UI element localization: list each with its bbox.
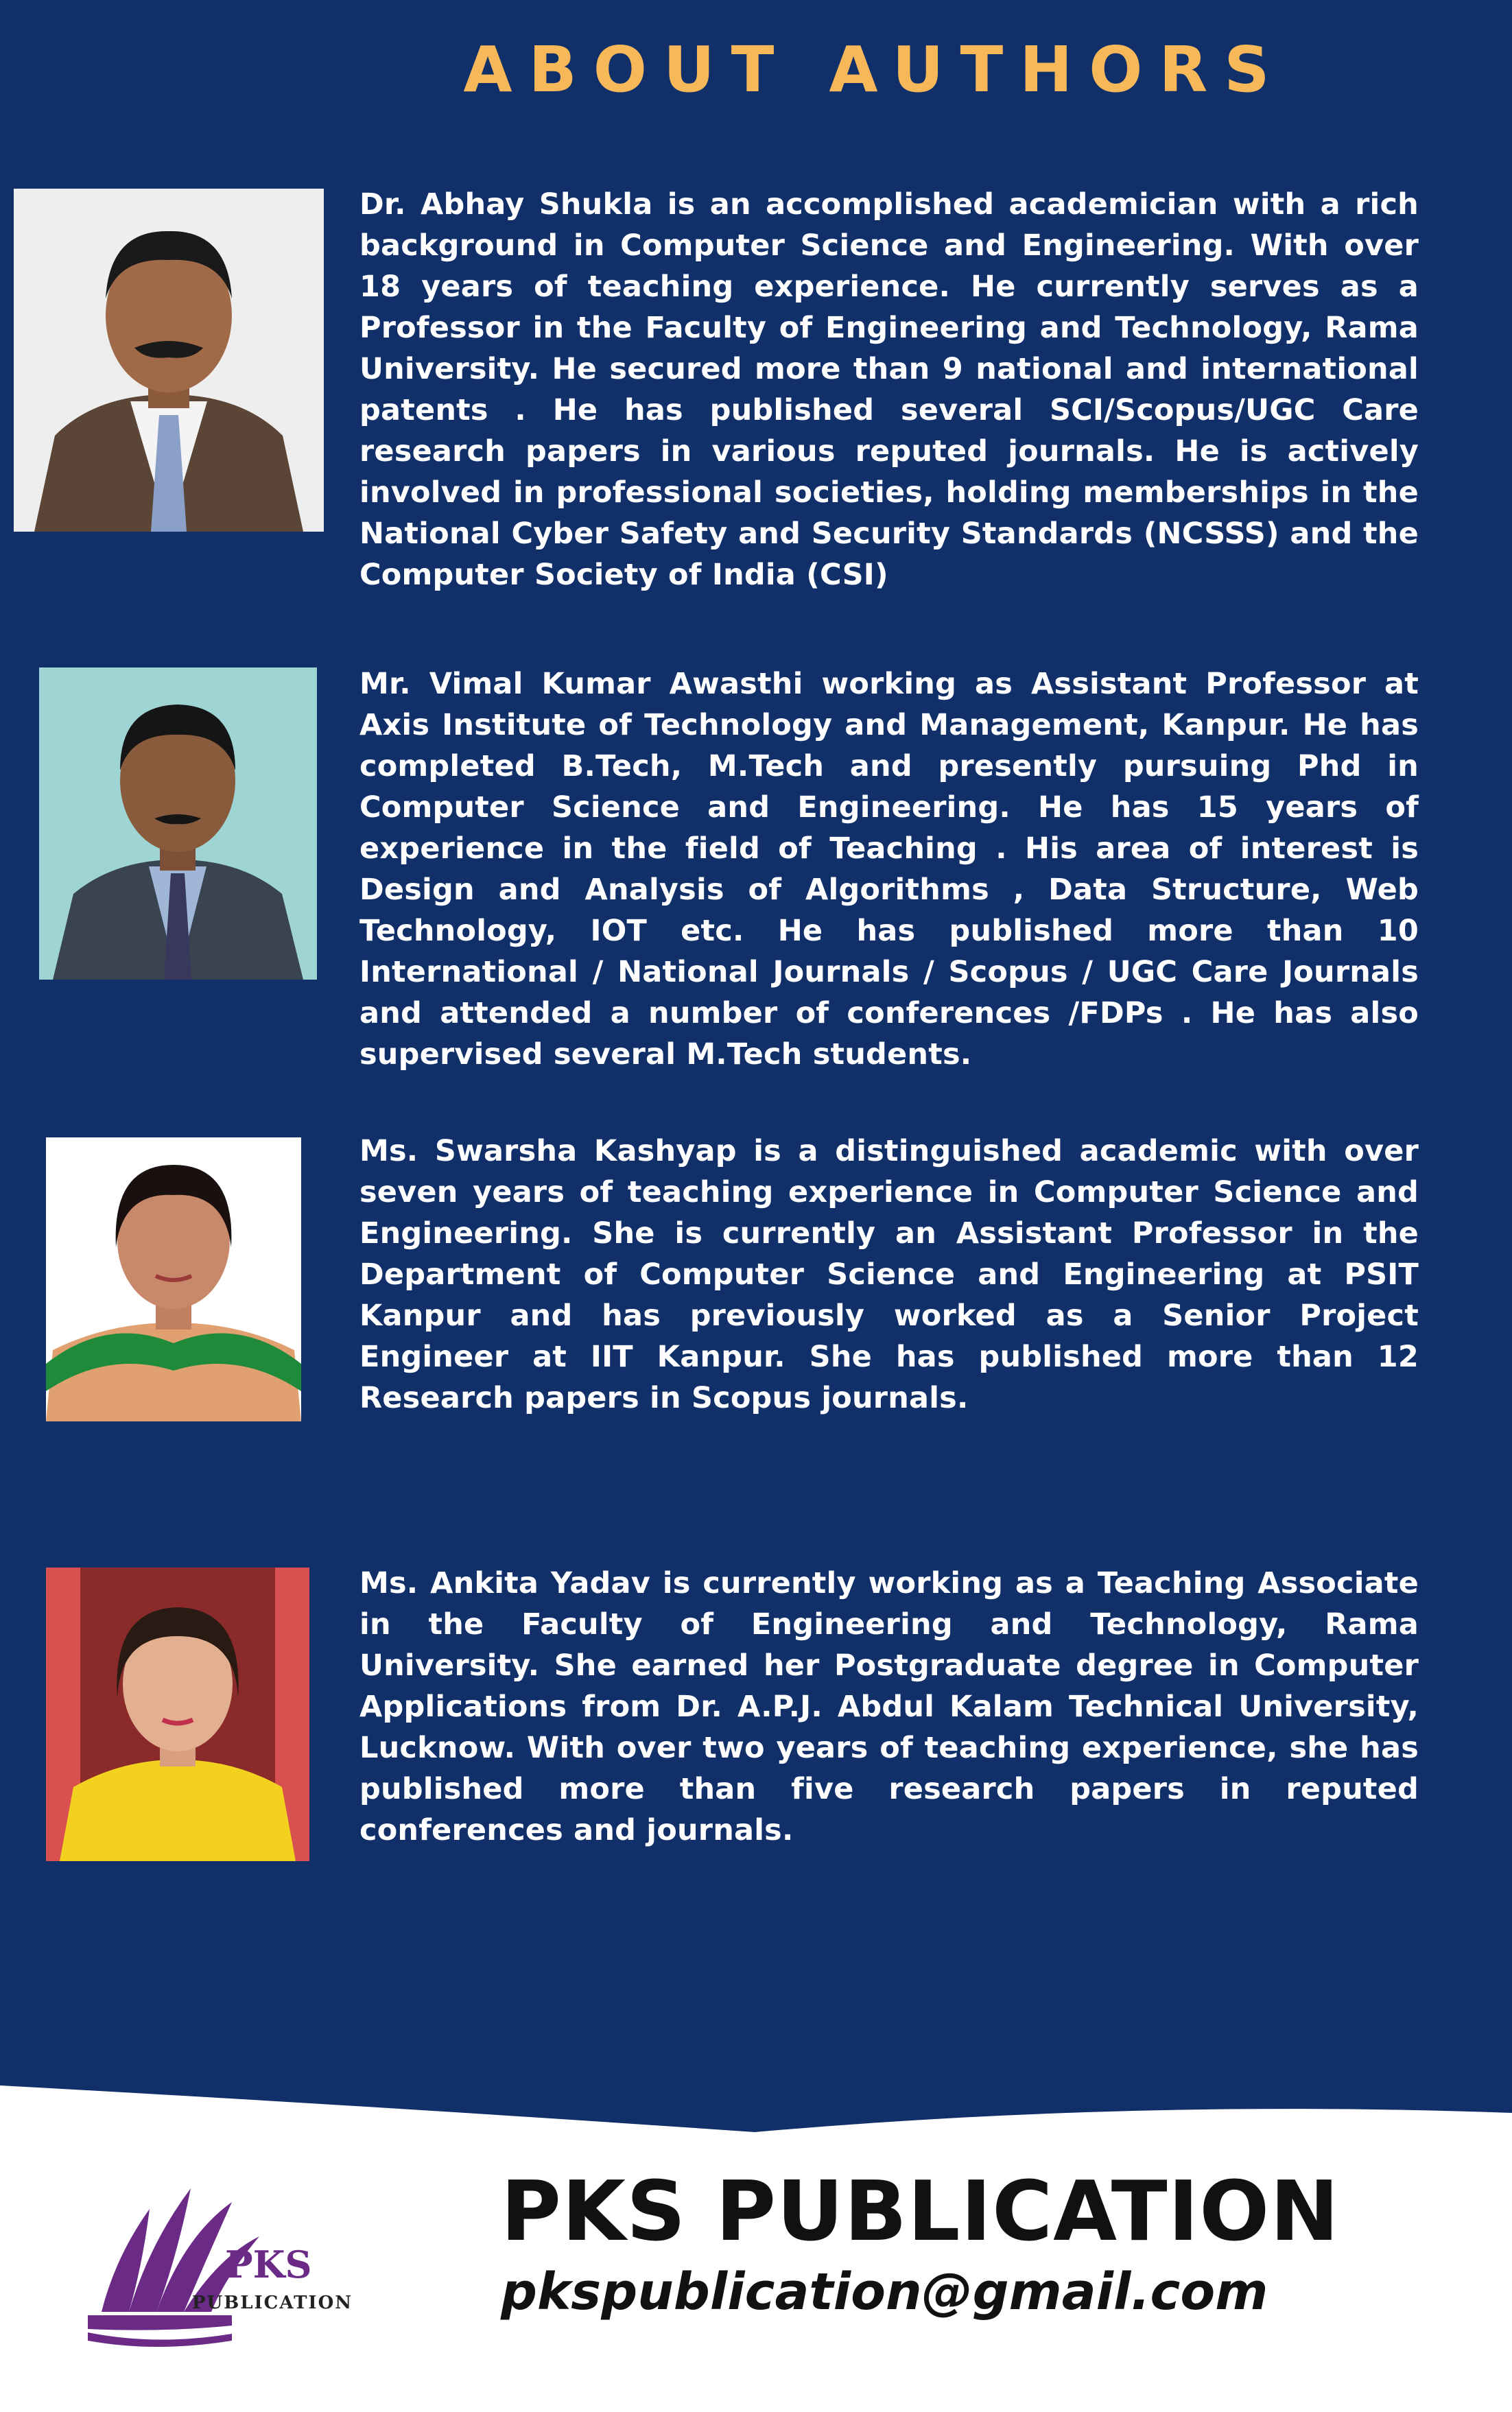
- publisher-name: PKS PUBLICATION: [501, 2164, 1340, 2260]
- author-photo-vimal-kumar-awasthi: [39, 667, 317, 980]
- author-bio-ankita-yadav: Ms. Ankita Yadav is currently working as a Teaching Associate in the Faculty of Engineering and Technology, Rama University. She earned her Postgraduate degree in Computer Applications from Dr. A.P.J. Abdul Kalam Technical University, Lucknow. With over two years of teaching experience, she has published more than five research papers in reputed conferences and journals.: [359, 1566, 1419, 1847]
- author-bio-swarsha-kashyap: Ms. Swarsha Kashyap is a distinguished academic with over seven years of teaching experience in Computer Science and Engineering. She is currently an Assistant Professor in the Department of Computer Science and Engineering at PSIT Kanpur and has previously worked as a Senior Project Engineer at IIT Kanpur. She has published more than 12 Research papers in Scopus journals.: [359, 1134, 1419, 1415]
- author-bio-vimal-kumar-awasthi: Mr. Vimal Kumar Awasthi working as Assistant Professor at Axis Institute of Technology and Management, Kanpur. He has completed B.Tech, M.Tech and presently pursuing Phd in Computer Science and Engineering. He has 15 years of experience in the field of Teaching . His area of interest is Design and Analysis of Algorithms , Data Structure, Web Technology, IOT etc. He has published more than 10 International / National Journals / Scopus / UGC Care Journals and attended a number of conferences /FDPs . He has also supervised several M.Tech students.: [359, 667, 1419, 1072]
- publisher-email[interactable]: pkspublication@gmail.com: [501, 2262, 1268, 2321]
- pks-publication-logo: [74, 2161, 362, 2353]
- logo-text-main: PKS: [225, 2243, 312, 2286]
- logo-text-sub: PUBLICATION: [192, 2293, 353, 2313]
- author-photo-swarsha-kashyap: [46, 1137, 301, 1421]
- author-bio-abhay-shukla: Dr. Abhay Shukla is an accomplished academician with a rich background in Computer Science and Engineering. With over 18 years of teaching experience. He currently serves as a Professor in the Faculty of Engineering and Technology, Rama University. He secured more than 9 national and international patents . He has published several SCI/Scopus/UGC Care research papers in various reputed journals. He is actively involved in professional societies, holding memberships in the National Cyber Safety and Security Standards (NCSSS) and the Computer Society of India (CSI): [359, 187, 1419, 592]
- author-photo-abhay-shukla: [14, 189, 324, 532]
- page-title: ABOUT AUTHORS: [463, 33, 1286, 106]
- author-photo-ankita-yadav: [46, 1568, 309, 1861]
